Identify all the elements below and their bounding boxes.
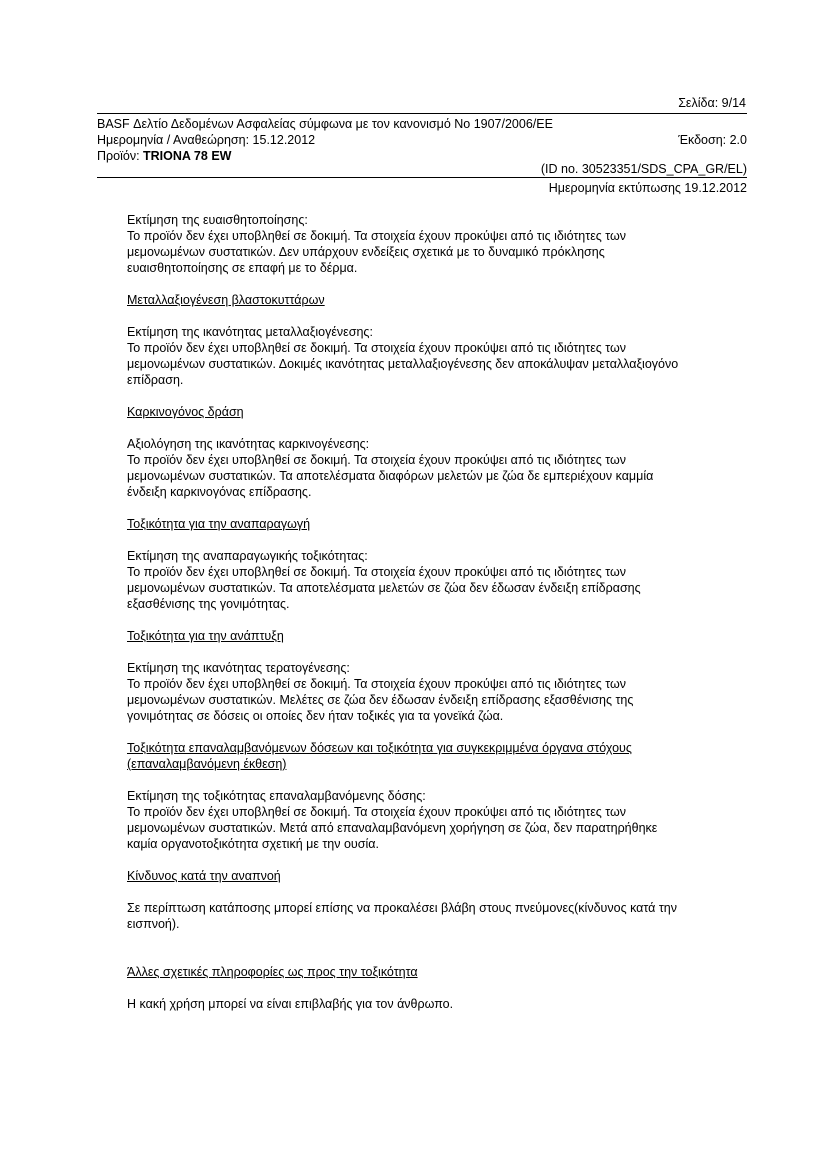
body-line: μεμονωμένων συστατικών. Δεν υπάρχουν ενδείξεις σχετικά με το δυναμικό πρόκλησης xyxy=(127,245,605,259)
section-mutagenicity xyxy=(127,292,747,388)
product-label: Προϊόν: xyxy=(97,149,144,163)
header-top-rule xyxy=(97,113,747,114)
body-line: Το προϊόν δεν έχει υποβληθεί σε δοκιμή. Τα στοιχεία έχουν προκύψει από τις ιδιότητες των xyxy=(127,805,627,819)
body-line: καμία οργανοτοξικότητα σχετική με την ουσία. xyxy=(127,837,379,851)
section-heading: Καρκινογόνος δράση xyxy=(127,405,244,419)
body-line: εξασθένισης της γονιμότητας. xyxy=(127,597,290,611)
body-line: Εκτίμηση της ικανότητας τερατογένεσης: xyxy=(127,661,350,675)
section-heading: Μεταλλαξιογένεση βλαστοκυττάρων xyxy=(127,293,325,307)
body-line: Σε περίπτωση κατάποσης μπορεί επίσης να προκαλέσει βλάβη στους πνεύμονες(κίνδυνος κατά την xyxy=(127,901,677,915)
product-name: TRIONA 78 EW xyxy=(143,149,232,163)
section-heading: Κίνδυνος κατά την αναπνοή xyxy=(127,869,281,883)
body-line: Το προϊόν δεν έχει υποβληθεί σε δοκιμή. Τα στοιχεία έχουν προκύψει από τις ιδιότητες των xyxy=(127,677,627,691)
section-heading-continued: (επαναλαμβανόμενη έκθεση) xyxy=(127,757,287,771)
section-repeated-dose-toxicity xyxy=(127,740,747,852)
body-line: μεμονωμένων συστατικών. Δοκιμές ικανότητας μεταλλαξιογένεσης δεν αποκάλυψαν μεταλλαξιογόνο xyxy=(127,357,679,371)
body-line: Η κακή χρήση μπορεί να είναι επιβλαβής για τον άνθρωπο. xyxy=(127,997,454,1011)
body-line: μεμονωμένων συστατικών. Τα αποτελέσματα μελετών σε ζώα δεν έδωσαν ένδειξη επίδρασης xyxy=(127,581,641,595)
section-other-toxicity-info xyxy=(127,964,747,1012)
version-label: Έκδοση: 2.0 xyxy=(678,133,747,147)
body-line: Αξιολόγηση της ικανότητας καρκινογένεσης: xyxy=(127,437,370,451)
body-line: μεμονωμένων συστατικών. Μελέτες σε ζώα δεν έδωσαν ένδειξη επίδρασης εξασθένισης της xyxy=(127,693,634,707)
body-line: Εκτίμηση της τοξικότητας επαναλαμβανόμενης δόσης: xyxy=(127,789,426,803)
revision-date: Ημερομηνία / Αναθεώρηση: 15.12.2012 xyxy=(97,133,316,147)
body-line: ένδειξη καρκινογόνας επίδρασης. xyxy=(127,485,312,499)
section-heading: Τοξικότητα για την ανάπτυξη xyxy=(127,629,284,643)
document-id: (ID no. 30523351/SDS_CPA_GR/EL) xyxy=(540,162,747,176)
section-sensitization xyxy=(127,212,747,276)
document-title: BASF Δελτίο Δεδομένων Ασφαλείας σύμφωνα με τον κανονισμό Νο 1907/2006/ΕΕ xyxy=(97,117,553,131)
document-body xyxy=(127,212,747,1012)
print-date: Ημερομηνία εκτύπωσης 19.12.2012 xyxy=(548,181,747,195)
section-heading: Άλλες σχετικές πληροφορίες ως προς την τοξικότητα xyxy=(127,965,418,979)
section-aspiration-hazard xyxy=(127,868,747,932)
page-number: Σελίδα: 9/14 xyxy=(678,96,746,110)
body-line: μεμονωμένων συστατικών. Τα αποτελέσματα διαφόρων μελετών με ζώα δε εμπεριέχουν καμμία xyxy=(127,469,654,483)
body-line: Το προϊόν δεν έχει υποβληθεί σε δοκιμή. Τα στοιχεία έχουν προκύψει από τις ιδιότητες των xyxy=(127,341,627,355)
body-line: Εκτίμηση της ικανότητας μεταλλαξιογένεσης: xyxy=(127,325,373,339)
revision-date-row xyxy=(97,132,747,148)
section-heading: Τοξικότητα επαναλαμβανόμενων δόσεων και τοξικότητα για συγκεκριμμένα όργανα στόχους xyxy=(127,741,632,755)
body-line: Το προϊόν δεν έχει υποβληθεί σε δοκιμή. Τα στοιχεία έχουν προκύψει από τις ιδιότητες των xyxy=(127,229,627,243)
header-bottom-rule xyxy=(97,177,747,178)
section-carcinogenicity xyxy=(127,404,747,500)
section-reproductive-toxicity xyxy=(127,516,747,612)
body-line: επίδραση. xyxy=(127,373,184,387)
section-heading: Τοξικότητα για την αναπαραγωγή xyxy=(127,517,311,531)
body-line: Εκτίμηση της ευαισθητοποίησης: xyxy=(127,213,308,227)
body-line: μεμονωμένων συστατικών. Μετά από επαναλαμβανόμενη χορήγηση σε ζώα, δεν παρατηρήθηκε xyxy=(127,821,658,835)
body-line: Το προϊόν δεν έχει υποβληθεί σε δοκιμή. Τα στοιχεία έχουν προκύψει από τις ιδιότητες των xyxy=(127,565,627,579)
body-line: γονιμότητας σε δόσεις οι οποίες δεν ήταν τοξικές για τα γονεϊκά ζώα. xyxy=(127,709,504,723)
section-developmental-toxicity xyxy=(127,628,747,724)
body-line: Εκτίμηση της αναπαραγωγικής τοξικότητας: xyxy=(127,549,368,563)
body-line: Το προϊόν δεν έχει υποβληθεί σε δοκιμή. Τα στοιχεία έχουν προκύψει από τις ιδιότητες των xyxy=(127,453,627,467)
body-line: ευαισθητοποίησης σε επαφή με το δέρμα. xyxy=(127,261,358,275)
body-line: εισπνοή). xyxy=(127,917,180,931)
